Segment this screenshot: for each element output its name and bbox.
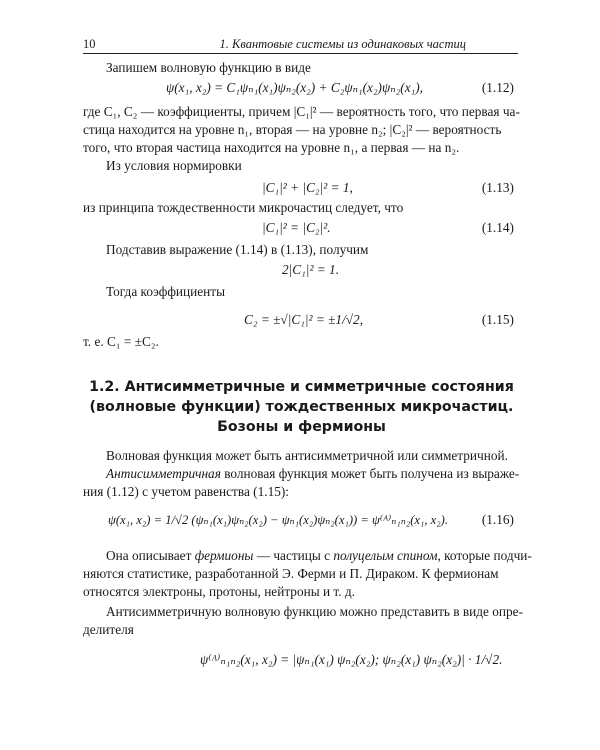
term-antisymmetric: Антисимметричная xyxy=(106,466,221,481)
paragraph-9-line-2: ния (1.12) с учетом равенства (1.15): xyxy=(83,484,289,499)
page-number: 10 xyxy=(83,37,96,51)
paragraph-2-line-3: того, что вторая частица находится на уровне n₁, а первая — на n₂. xyxy=(83,140,460,155)
paragraph-4: из принципа тождественности микрочастиц следует, что xyxy=(83,200,404,215)
equation-1-13: |C₁|² + |C₂|² = 1, xyxy=(262,180,353,195)
equation-number-1-16: (1.16) xyxy=(481,512,514,527)
section-heading-line-1: 1.2. Антисимметричные и симметричные состояния xyxy=(89,379,514,395)
paragraph-11-line-2: делителя xyxy=(83,622,134,637)
equation-intermediate: 2|C₁|² = 1. xyxy=(282,262,340,277)
paragraph-10-line-1: Она описывает фермионы — частицы с полуцелым спином, которые подчи- xyxy=(106,548,532,563)
paragraph-2-line-1: где C₁, C₂ — коэффициенты, причем |C₁|² — вероятность того, что первая ча- xyxy=(83,104,520,119)
equation-determinant: ψ⁽ᴬ⁾ₙ₁ₙ₂(x₁, x₂) = |ψₙ₁(x₁) ψₙ₂(x₂); ψₙ₂(x₁) ψₙ₂(x₂)| · 1/√2. xyxy=(200,652,503,667)
paragraph-2-line-2: стица находится на уровне n₁, вторая — на уровне n₂; |C₂|² — вероятность xyxy=(83,122,502,137)
paragraph-10-line-3: относятся электроны, протоны, нейтроны и т. д. xyxy=(83,584,355,599)
paragraph-10-line-2: няются статистике, разработанной Э. Ферми и П. Дираком. К фермионам xyxy=(83,566,499,581)
equation-number-1-12: (1.12) xyxy=(481,80,514,95)
paragraph-8: Волновая функция может быть антисимметричной или симметричной. xyxy=(106,448,508,463)
equation-1-16: ψ(x₁, x₂) = 1/√2 (ψₙ₁(x₁)ψₙ₂(x₂) − ψₙ₁(x₂)ψₙ₂(x₁)) = ψ⁽ᴬ⁾ₙ₁ₙ₂(x₁, x₂). xyxy=(108,513,448,527)
paragraph-5: Подставив выражение (1.14) в (1.13), получим xyxy=(106,242,369,257)
paragraph-6: Тогда коэффициенты xyxy=(106,284,226,299)
paragraph-9-line-1: Антисимметричная волновая функция может быть получена из выраже- xyxy=(106,466,520,481)
section-heading-line-2: (волновые функции) тождественных микрочастиц. xyxy=(89,399,514,415)
section-heading-line-3: Бозоны и фермионы xyxy=(217,419,386,435)
paragraph-3: Из условия нормировки xyxy=(106,158,242,173)
equation-1-14: |C₁|² = |C₂|². xyxy=(262,220,331,235)
term-fermions: фермионы xyxy=(194,548,254,563)
equation-1-12: ψ(x₁, x₂) = C₁ψₙ₁(x₁)ψₙ₂(x₂) + C₂ψₙ₁(x₂)ψₙ₂(x₁), xyxy=(166,80,423,95)
paragraph-11-line-1: Антисимметричную волновую функцию можно представить в виде опре- xyxy=(106,604,523,619)
equation-number-1-14: (1.14) xyxy=(481,220,514,235)
paragraph-7: т. е. C₁ = ±C₂. xyxy=(83,334,159,349)
equation-1-15: C₂ = ±√|C₁|² = ±1/√2, xyxy=(244,312,364,327)
running-header xyxy=(83,35,518,54)
term-half-integer-spin: полуцелым спином xyxy=(333,548,438,563)
paragraph-1: Запишем волновую функцию в виде xyxy=(106,60,311,75)
header-title: 1. Квантовые системы из одинаковых частиц xyxy=(219,37,466,51)
equation-number-1-15: (1.15) xyxy=(481,312,514,327)
equation-number-1-13: (1.13) xyxy=(481,180,514,195)
